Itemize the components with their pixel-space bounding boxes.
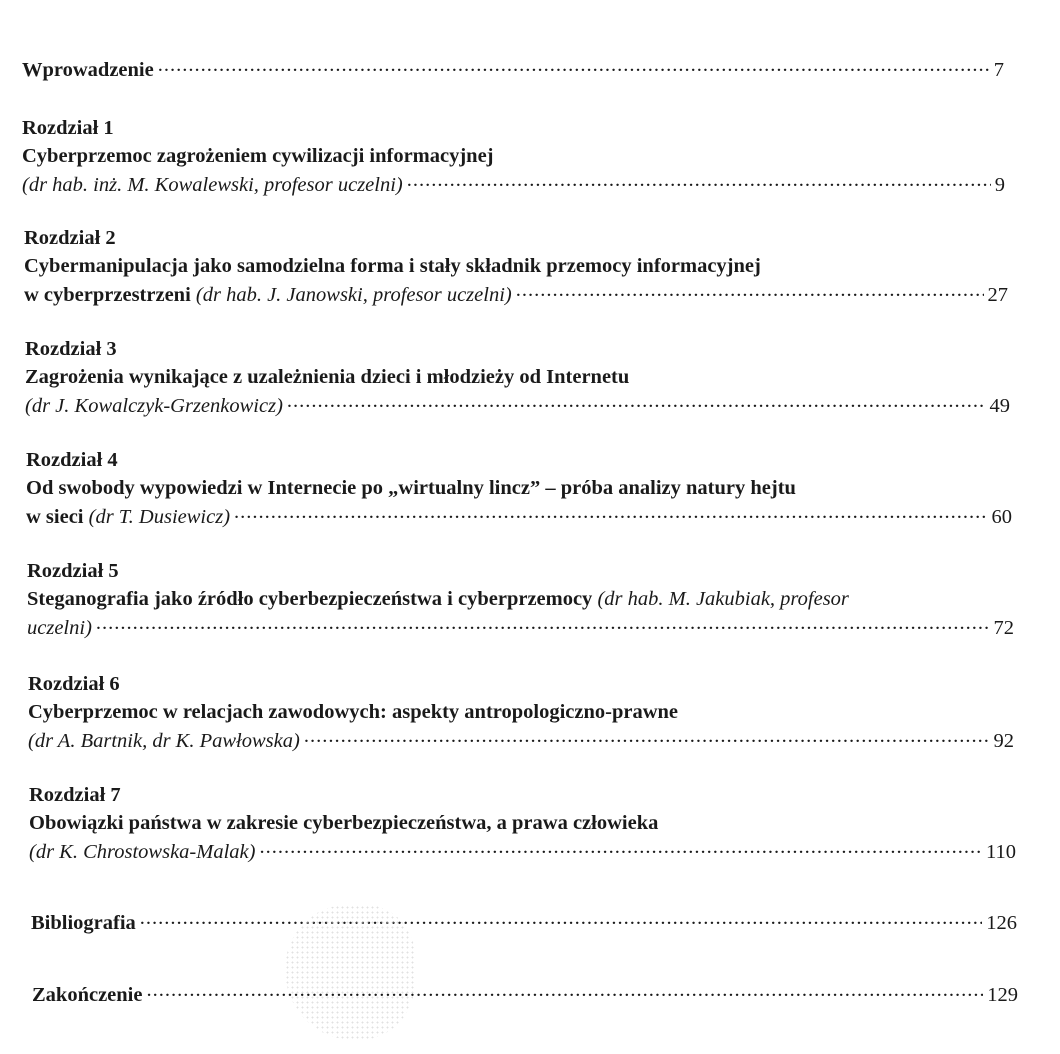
dot-leader	[287, 391, 986, 412]
toc-entry-chapter-7	[29, 781, 1016, 866]
chapter-page-number: 9	[994, 173, 1005, 196]
dot-leader	[158, 55, 990, 76]
chapter-title-continuation: w cyberprzestrzeni (dr hab. J. Janowski, profesor uczelni)	[24, 283, 512, 306]
chapter-author: (dr K. Chrostowska-Malak)	[29, 840, 256, 863]
chapter-page-number: 49	[989, 394, 1010, 417]
toc-entry-bibliography	[31, 908, 1017, 937]
chapter-page-number: 27	[987, 283, 1008, 306]
chapter-title-line	[27, 585, 1014, 613]
dot-leader	[407, 170, 991, 191]
chapter-page-number: 72	[993, 616, 1014, 639]
intro-page-number: 7	[993, 58, 1004, 81]
scan-speckle-artifact	[285, 905, 415, 1040]
chapter-title: Cybermanipulacja jako samodzielna forma i stały składnik przemocy informacyjnej	[24, 255, 761, 277]
toc-entry-chapter-2	[24, 224, 1008, 309]
dot-leader	[234, 502, 987, 523]
toc-entry-chapter-6	[28, 670, 1014, 755]
toc-entry-chapter-4	[26, 446, 1012, 531]
chapter-page-number: 110	[986, 840, 1016, 863]
toc-entry-chapter-3	[25, 335, 1010, 420]
chapter-author-continuation: uczelni)	[27, 616, 92, 639]
chapter-page-number: 60	[991, 505, 1012, 528]
dot-leader	[146, 980, 983, 1001]
chapter-title-continuation: w sieci (dr T. Dusiewicz)	[26, 505, 231, 528]
chapter-author: (dr hab. M. Jakubiak, profesor	[597, 588, 849, 610]
chapter-label: Rozdział 7	[29, 784, 121, 806]
intro-title: Wprowadzenie	[22, 58, 154, 81]
toc-entry-chapter-5	[27, 557, 1014, 642]
dot-leader	[259, 837, 982, 858]
ending-page-number: 129	[987, 983, 1018, 1006]
chapter-title: Cyberprzemoc w relacjach zawodowych: aspekty antropologiczno-prawne	[28, 701, 679, 723]
dot-leader	[140, 908, 982, 929]
chapter-author: (dr A. Bartnik, dr K. Pawłowska)	[28, 729, 300, 752]
ending-title: Zakończenie	[32, 983, 143, 1006]
chapter-author: (dr J. Kowalczyk-Grzenkowicz)	[25, 394, 283, 417]
chapter-label: Rozdział 1	[22, 117, 114, 139]
dot-leader	[304, 726, 990, 747]
chapter-label: Rozdział 2	[24, 227, 116, 249]
chapter-label: Rozdział 5	[27, 560, 119, 582]
chapter-title: Cyberprzemoc zagrożeniem cywilizacji informacyjnej	[22, 145, 494, 167]
chapter-page-number: 92	[993, 729, 1014, 752]
chapter-author: (dr T. Dusiewicz)	[88, 505, 231, 528]
chapter-author: (dr hab. inż. M. Kowalewski, profesor uczelni)	[22, 173, 403, 196]
toc-entry-chapter-1	[22, 114, 1005, 199]
chapter-title: Zagrożenia wynikające z uzależnienia dzieci i młodzieży od Internetu	[25, 366, 630, 388]
dot-leader	[516, 280, 984, 301]
chapter-label: Rozdział 6	[28, 673, 120, 695]
bibliography-page-number: 126	[986, 911, 1017, 934]
toc-entry-ending	[32, 980, 1018, 1009]
chapter-title: Steganografia jako źródło cyberbezpieczeństwa i cyberprzemocy	[27, 588, 593, 610]
toc-entry-intro	[22, 55, 1004, 84]
chapter-title: Od swobody wypowiedzi w Internecie po „wirtualny lincz” – próba analizy natury hejtu	[26, 477, 796, 499]
chapter-label: Rozdział 3	[25, 338, 117, 360]
chapter-label: Rozdział 4	[26, 449, 118, 471]
bibliography-title: Bibliografia	[31, 911, 136, 934]
chapter-title: Obowiązki państwa w zakresie cyberbezpieczeństwa, a prawa człowieka	[29, 812, 659, 834]
chapter-author: (dr hab. J. Janowski, profesor uczelni)	[195, 283, 512, 306]
dot-leader	[96, 613, 990, 634]
